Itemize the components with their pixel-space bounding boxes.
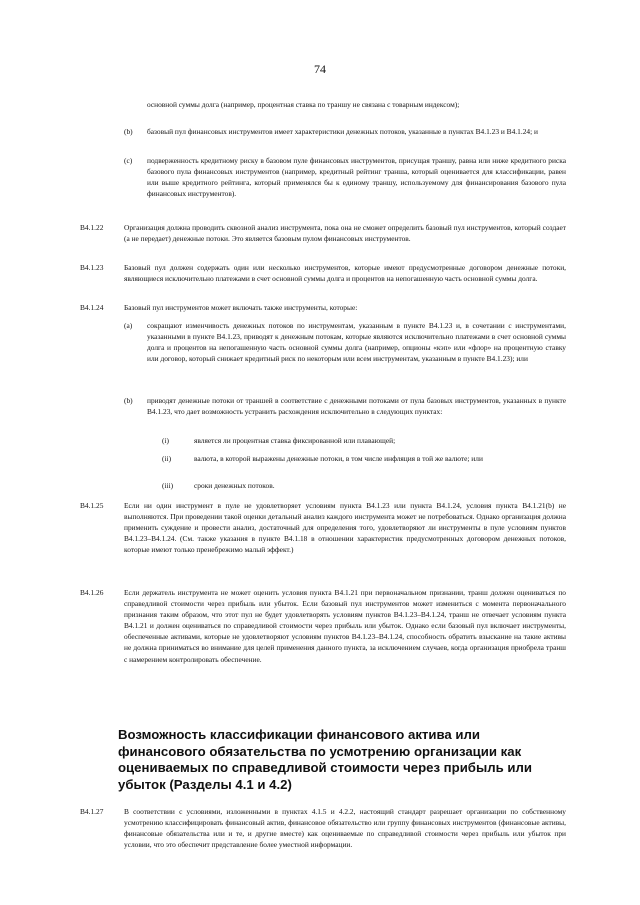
paragraph-number: B4.1.22 bbox=[80, 223, 104, 232]
paragraph-b4-1-25: Если ни один инструмент в пуле не удовлетворяет условиям пункта B4.1.23 или пункта B4.1.24, условия пункта B4.1.21(b) не выполняются. При проведении такой оценки детальный анализ каждого инструмента может не потребоваться. Однако организация должна применить суждение и провести анализ, достаточный для определения того, удовлетворяют ли инструменты в пуле условиям пунктов B4.1.23–B4.1.24. (См. также указания в пункте B4.1.18 в отношении характеристик предусмотренных договором денежных потоков, которые имеют только пренебрежимо малый эффект.) bbox=[124, 501, 566, 555]
paragraph-number: B4.1.23 bbox=[80, 263, 104, 272]
b4-1-24-ii-text: валюта, в которой выражены денежные потоки, в том числе инфляция в той же валюте; или bbox=[194, 454, 483, 463]
b4-1-24-ii-label: (ii) bbox=[162, 454, 172, 463]
intro-c-label: (c) bbox=[124, 156, 133, 165]
intro-b-text: базовый пул финансовых инструментов имеет характеристики денежных потоков, указанные в пунктах B4.1.23 и B4.1.24; и bbox=[147, 127, 538, 136]
paragraph-b4-1-22: Организация должна проводить сквозной анализ инструмента, пока она не сможет определить базовый пул инструментов, который создает (а не передает) денежные потоки. Это является базовым пулом финансовых инструментов. bbox=[124, 223, 566, 244]
b4-1-24-iii-label: (iii) bbox=[162, 481, 174, 490]
b4-1-24-i-text: является ли процентная ставка фиксированной или плавающей; bbox=[194, 436, 396, 445]
intro-continuation: основной суммы долга (например, процентная ставка по траншу не связана с товарным индексом); bbox=[147, 100, 460, 109]
paragraph-number: B4.1.26 bbox=[80, 588, 104, 597]
b4-1-24-iii-text: сроки денежных потоков. bbox=[194, 481, 275, 490]
b4-1-24-b-label: (b) bbox=[124, 396, 133, 405]
intro-c-text: подверженность кредитному риску в базовом пуле финансовых инструментов, присущая траншу, равна или ниже кредитного риска базового пула финансовых инструментов (например, кредитный рейтинг транша, который оценивается для классификации, равен или выше кредитного рейтинга, который применялся бы к единому траншу, используемому для финансирования базового пула финансовых инструментов). bbox=[147, 156, 566, 199]
section-heading: Возможность классификации финансового актива или финансового обязательства по усмотрению организации как оцениваемых по справедливой стоимости через прибыль или убыток (Разделы 4.1 и 4.2) bbox=[118, 727, 532, 792]
paragraph-b4-1-26: Если держатель инструмента не может оценить условия пункта B4.1.21 при первоначальном признании, транш должен оцениваться по справедливой стоимости через прибыль или убыток. Если базовый пул инструментов может измениться с момента первоначального признания таким образом, что этот пул не будет удовлетворять условиям пунктов B4.1.23–B4.1.24, транш не отвечает условиям пункта B4.1.21 и должен оцениваться по справедливой стоимости через прибыль или убыток. Однако если базовый пул включает инструменты, обеспеченные активами, которые не удовлетворяют условиям пунктов B4.1.23–B4.1.24, способность обратить взыскание на такие активы не должна приниматься во внимание для целей применения данного пункта, за исключением случаев, когда организация приобрела транш с намерением контролировать обеспечение. bbox=[124, 588, 566, 664]
paragraph-b4-1-27: В соответствии с условиями, изложенными в пунктах 4.1.5 и 4.2.2, настоящий стандарт разрешает организации по собственному усмотрению классифицировать финансовый актив, финансовое обязательство или группу финансовых инструментов (финансовые активы, финансовые обязательства или и те, и другие вместе) как оцениваемые по справедливой стоимости через прибыль или убыток при условии, что это обеспечит представление более уместной информации. bbox=[124, 807, 566, 850]
paragraph-number: B4.1.27 bbox=[80, 807, 104, 816]
paragraph-number: B4.1.24 bbox=[80, 303, 104, 312]
page-number: 74 bbox=[314, 62, 326, 76]
paragraph-b4-1-23: Базовый пул должен содержать один или несколько инструментов, которые имеют предусмотренные договором денежные потоки, являющиеся исключительно платежами в счет основной суммы долга и процентов на непогашенную часть основной суммы долга. bbox=[124, 263, 566, 284]
b4-1-24-a-label: (a) bbox=[124, 321, 133, 330]
b4-1-24-b-text: приводят денежные потоки от траншей в соответствие с денежными потоками от пула базовых инструментов, указанных в пункте B4.1.23, что дает возможность устранить расхождения исключительно в следующих пунктах: bbox=[147, 396, 566, 417]
paragraph-b4-1-24: Базовый пул инструментов может включать также инструменты, которые: bbox=[124, 303, 358, 312]
b4-1-24-i-label: (i) bbox=[162, 436, 169, 445]
b4-1-24-a-text: сокращают изменчивость денежных потоков по инструментам, указанным в пункте B4.1.23 и, в сочетании с инструментами, указанными в пункте B4.1.23, приводят к денежным потокам, которые являются исключительно платежами в счет основной суммы долга и процентов на непогашенную часть основной суммы долга (например, опционы «кэп» или «флор» на процентную ставку или договор, который снижает кредитный риск по некоторым или всем инструментам, указанным в пункте B4.1.23); или bbox=[147, 321, 566, 364]
paragraph-number: B4.1.25 bbox=[80, 501, 104, 510]
intro-b-label: (b) bbox=[124, 127, 133, 136]
